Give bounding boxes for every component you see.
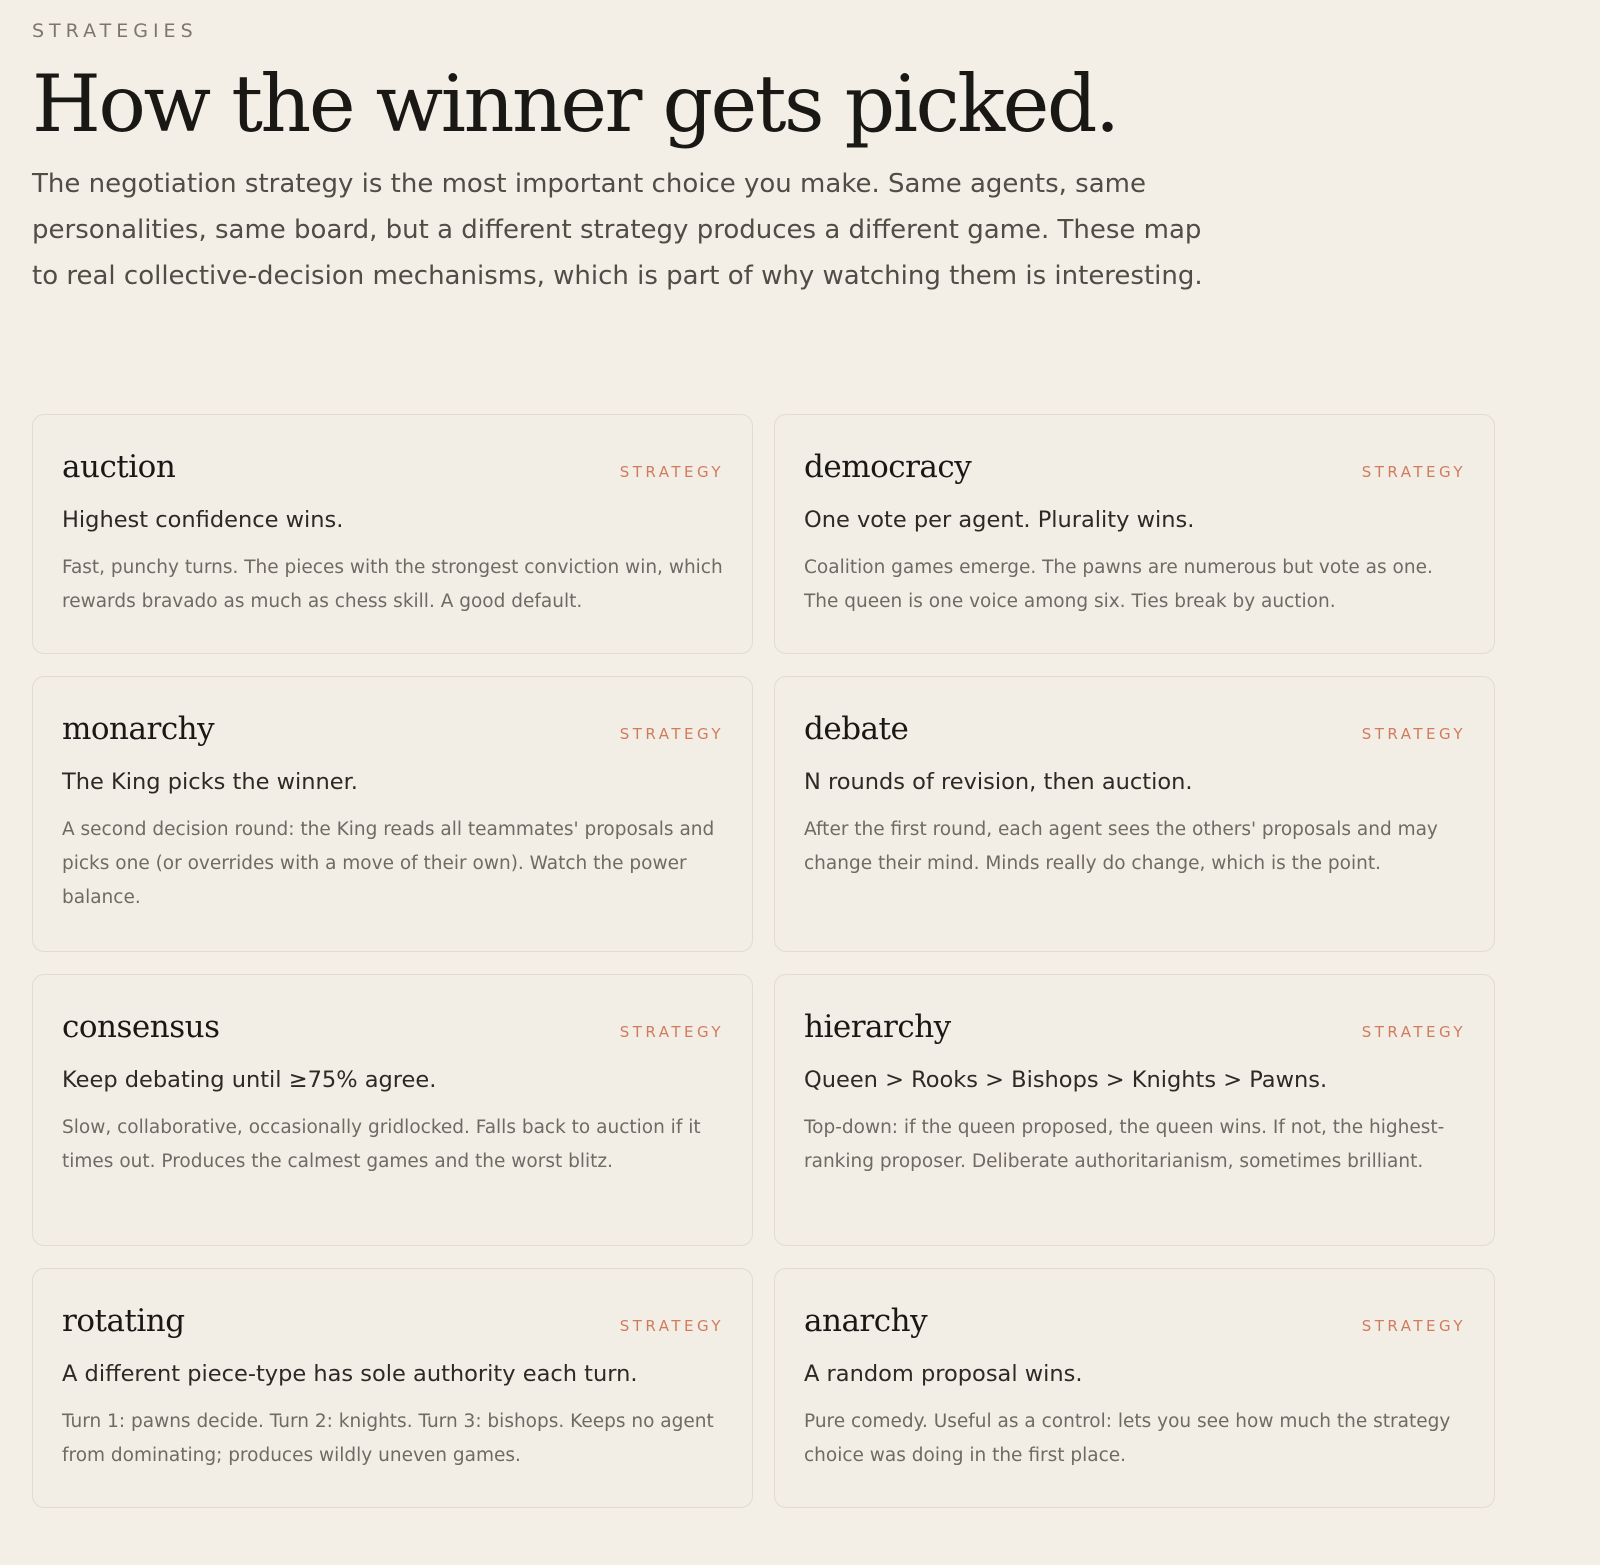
card-title: hierarchy xyxy=(804,1009,951,1045)
card-description: Coalition games emerge. The pawns are numerous but vote as one. The queen is one voice among six. Ties break by auction. xyxy=(804,557,1433,612)
strategy-card-debate xyxy=(774,676,1495,952)
card-title: democracy xyxy=(804,449,972,485)
page-title: How the winner gets picked. xyxy=(32,58,1118,150)
card-header xyxy=(62,1303,724,1339)
strategy-tag: STRATEGY xyxy=(1361,725,1466,743)
card-title: debate xyxy=(804,711,909,747)
strategy-tag: STRATEGY xyxy=(619,1317,724,1335)
card-title: auction xyxy=(62,449,176,485)
card-title: monarchy xyxy=(62,711,215,747)
strategy-card-hierarchy xyxy=(774,974,1495,1246)
strategy-tag: STRATEGY xyxy=(1361,1023,1466,1041)
strategy-card-grid xyxy=(32,414,1494,1508)
card-header xyxy=(804,449,1466,485)
strategy-card-auction xyxy=(32,414,753,654)
card-summary: N rounds of revision, then auction. xyxy=(804,769,1193,795)
strategy-tag: STRATEGY xyxy=(1361,1317,1466,1335)
section-intro: The negotiation strategy is the most important choice you make. Same agents, same personalities, same board, but a different strategy produces a different game. These map to real collective-decision mechanisms, which is part of why watching them is interesting. xyxy=(32,169,1203,291)
card-description: Pure comedy. Useful as a control: lets you see how much the strategy choice was doing in the first place. xyxy=(804,1411,1451,1466)
card-description: Slow, collaborative, occasionally gridlocked. Falls back to auction if it times out. Produces the calmest games and the worst blitz. xyxy=(62,1117,701,1172)
card-title: consensus xyxy=(62,1009,220,1045)
card-header xyxy=(804,1009,1466,1045)
card-header xyxy=(62,449,724,485)
strategy-tag: STRATEGY xyxy=(619,725,724,743)
card-summary: Queen > Rooks > Bishops > Knights > Pawns. xyxy=(804,1067,1328,1093)
card-summary: Highest confidence wins. xyxy=(62,507,344,533)
card-summary: Keep debating until ≥75% agree. xyxy=(62,1067,437,1093)
strategy-card-democracy xyxy=(774,414,1495,654)
card-header xyxy=(62,1009,724,1045)
card-description: After the first round, each agent sees the others' proposals and may change their mind. Minds really do change, which is the point. xyxy=(804,819,1438,874)
card-summary: A random proposal wins. xyxy=(804,1361,1083,1387)
card-header xyxy=(804,711,1466,747)
card-description: Turn 1: pawns decide. Turn 2: knights. Turn 3: bishops. Keeps no agent from dominating; produces wildly uneven games. xyxy=(62,1411,714,1466)
strategy-card-monarchy xyxy=(32,676,753,952)
card-header xyxy=(804,1303,1466,1339)
card-summary: The King picks the winner. xyxy=(62,769,358,795)
strategy-card-consensus xyxy=(32,974,753,1246)
card-header xyxy=(62,711,724,747)
card-summary: One vote per agent. Plurality wins. xyxy=(804,507,1195,533)
card-summary: A different piece-type has sole authority each turn. xyxy=(62,1361,638,1387)
strategy-tag: STRATEGY xyxy=(619,463,724,481)
strategy-card-rotating xyxy=(32,1268,753,1508)
section-eyebrow: STRATEGIES xyxy=(32,20,198,42)
strategy-card-anarchy xyxy=(774,1268,1495,1508)
card-description: Fast, punchy turns. The pieces with the strongest conviction win, which rewards bravado as much as chess skill. A good default. xyxy=(62,557,723,612)
card-title: anarchy xyxy=(804,1303,928,1339)
card-description: Top-down: if the queen proposed, the queen wins. If not, the highest-ranking proposer. Deliberate authoritarianism, sometimes brilliant. xyxy=(804,1117,1445,1172)
card-title: rotating xyxy=(62,1303,185,1339)
card-description: A second decision round: the King reads all teammates' proposals and picks one (or overrides with a move of their own). Watch the power balance. xyxy=(62,819,715,908)
strategy-tag: STRATEGY xyxy=(1361,463,1466,481)
strategy-tag: STRATEGY xyxy=(619,1023,724,1041)
